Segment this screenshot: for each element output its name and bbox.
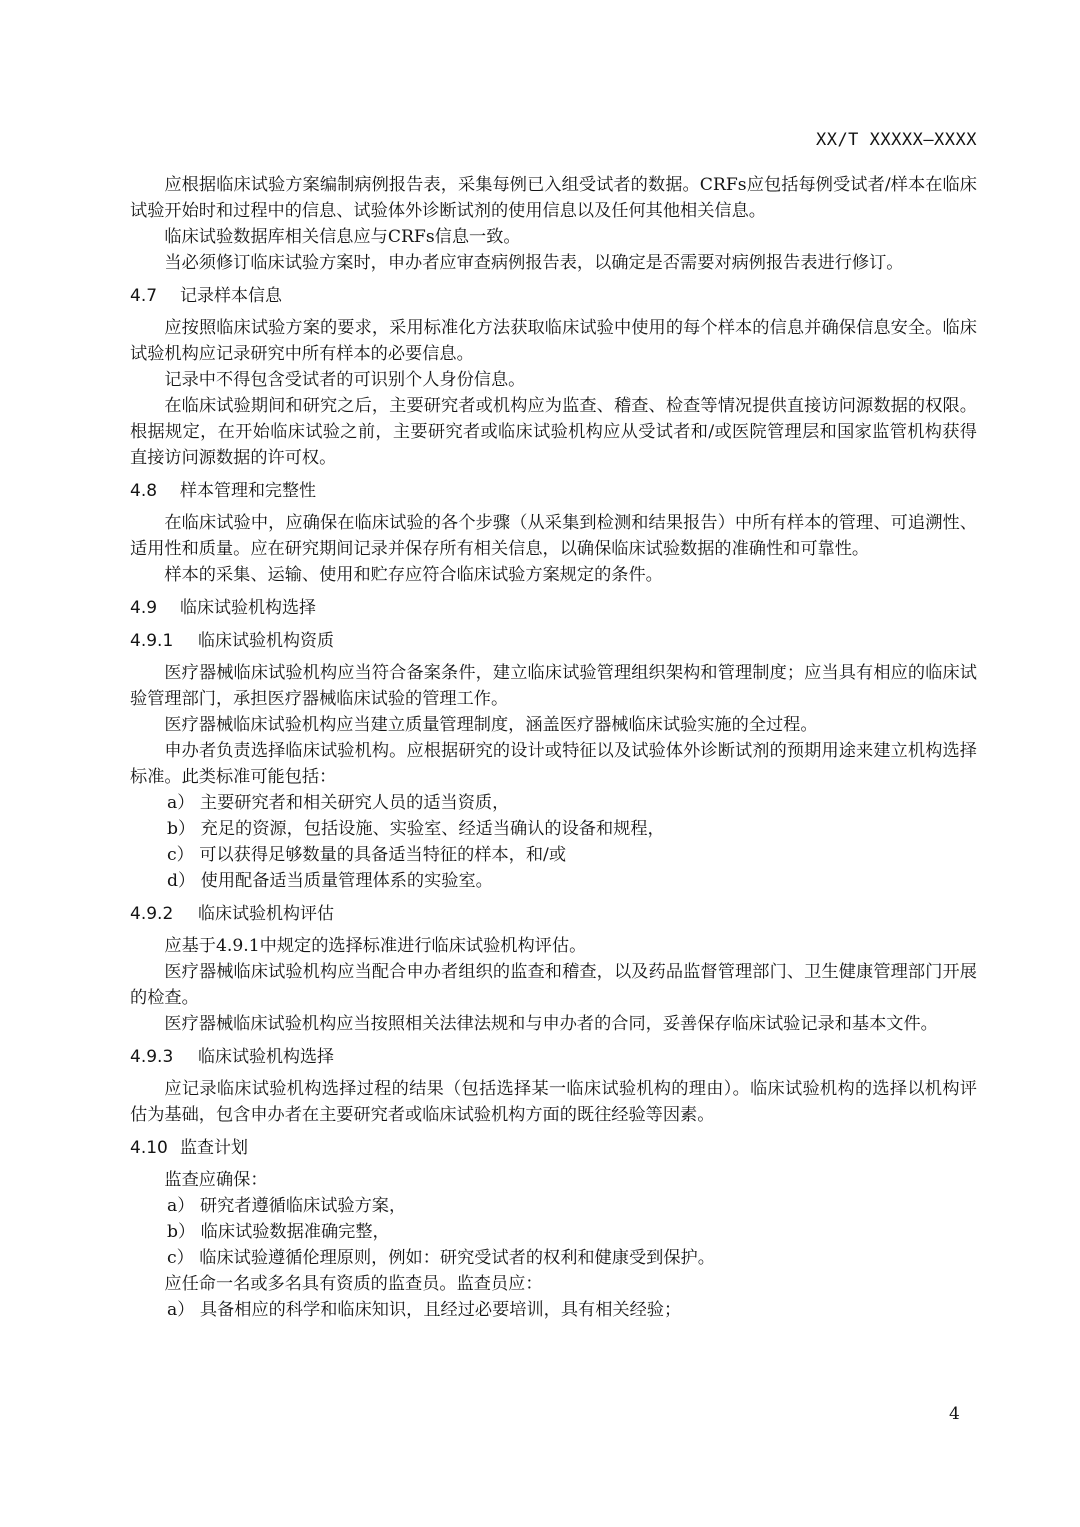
subsection-title: 临床试验机构评估: [198, 904, 334, 924]
section-number: 4.8: [130, 481, 158, 501]
subsection-heading-4-9-1: [130, 628, 977, 654]
section-heading-4-7: [130, 283, 977, 309]
paragraph: 应根据临床试验方案编制病例报告表，采集每例已入组受试者的数据。CRFs应包括每例受试者/样本在临床试验开始时和过程中的信息、试验体外诊断试剂的使用信息以及任何其他相关信息。: [130, 175, 977, 221]
page-number: 4: [949, 1404, 960, 1424]
section-heading-4-8: [130, 478, 977, 504]
subsection-title: 临床试验机构资质: [198, 631, 334, 651]
section-number: 4.10: [130, 1138, 168, 1158]
subsection-heading-4-9-2: [130, 901, 977, 927]
paragraph: 应任命一名或多名具有资质的监查员。监查员应：: [164, 1274, 543, 1294]
list-item: c） 临床试验遵循伦理原则，例如：研究受试者的权利和健康受到保护。: [167, 1248, 715, 1268]
paragraph: 在临床试验期间和研究之后，主要研究者或机构应为监查、稽查、检查等情况提供直接访问源数据的权限。根据规定，在开始临床试验之前，主要研究者或临床试验机构应从受试者和/或医院管理层和国家监管机构获得直接访问源数据的许可权。: [130, 396, 977, 468]
section-title: 样本管理和完整性: [180, 481, 316, 501]
paragraph: 监查应确保：: [164, 1170, 268, 1190]
list-item: c） 可以获得足够数量的具备适当特征的样本，和/或: [167, 845, 567, 865]
paragraph: 医疗器械临床试验机构应当符合备案条件，建立临床试验管理组织架构和管理制度；应当具有相应的临床试验管理部门，承担医疗器械临床试验的管理工作。: [130, 663, 977, 709]
paragraph: 记录中不得包含受试者的可识别个人身份信息。: [164, 370, 526, 390]
paragraph: 在临床试验中，应确保在临床试验的各个步骤（从采集到检测和结果报告）中所有样本的管理、可追溯性、适用性和质量。应在研究期间记录并保存所有相关信息，以确保临床试验数据的准确性和可靠性。: [130, 513, 977, 559]
section-number: 4.7: [130, 286, 158, 306]
paragraph: 样本的采集、运输、使用和贮存应符合临床试验方案规定的条件。: [164, 565, 663, 585]
paragraph: 当必须修订临床试验方案时，申办者应审查病例报告表，以确定是否需要对病例报告表进行修订。: [164, 253, 904, 273]
list-item: d） 使用配备适当质量管理体系的实验室。: [167, 871, 493, 891]
list-item: a） 主要研究者和相关研究人员的适当资质，: [167, 793, 510, 813]
paragraph: 医疗器械临床试验机构应当建立质量管理制度，涵盖医疗器械临床试验实施的全过程。: [164, 715, 818, 735]
paragraph: 医疗器械临床试验机构应当按照相关法律法规和与申办者的合同，妥善保存临床试验记录和基本文件。: [164, 1014, 938, 1034]
paragraph: 应记录临床试验机构选择过程的结果（包括选择某一临床试验机构的理由）。临床试验机构的选择以机构评估为基础，包含申办者在主要研究者或临床试验机构方面的既往经验等因素。: [130, 1079, 977, 1125]
paragraph: 申办者负责选择临床试验机构。应根据研究的设计或特征以及试验体外诊断试剂的预期用途来建立机构选择标准。此类标准可能包括：: [130, 741, 977, 787]
paragraph: 应按照临床试验方案的要求，采用标准化方法获取临床试验中使用的每个样本的信息并确保信息安全。临床试验机构应记录研究中所有样本的必要信息。: [130, 318, 977, 364]
section-heading-4-9: [130, 595, 977, 621]
list-item: b） 临床试验数据准确完整，: [167, 1222, 390, 1242]
section-number: 4.9: [130, 598, 158, 618]
subsection-heading-4-9-3: [130, 1044, 977, 1070]
list-item: a） 研究者遵循临床试验方案，: [167, 1196, 407, 1216]
section-title: 监查计划: [180, 1138, 248, 1158]
subsection-number: 4.9.2: [130, 904, 174, 924]
paragraph: 医疗器械临床试验机构应当配合申办者组织的监查和稽查，以及药品监督管理部门、卫生健康管理部门开展的检查。: [130, 962, 977, 1008]
section-title: 临床试验机构选择: [180, 598, 316, 618]
section-title: 记录样本信息: [180, 286, 282, 306]
subsection-title: 临床试验机构选择: [198, 1047, 334, 1067]
document-body: [130, 172, 977, 1323]
list-item: a） 具备相应的科学和临床知识，且经过必要培训，具有相关经验；: [167, 1300, 682, 1320]
subsection-number: 4.9.3: [130, 1047, 174, 1067]
paragraph: 应基于4.9.1中规定的选择标准进行临床试验机构评估。: [164, 936, 587, 956]
list-item: b） 充足的资源，包括设施、实验室、经适当确认的设备和规程，: [167, 819, 665, 839]
subsection-number: 4.9.1: [130, 631, 174, 651]
paragraph: 临床试验数据库相关信息应与CRFs信息一致。: [164, 227, 521, 247]
standard-code: XX/T XXXXX—XXXX: [815, 130, 977, 150]
section-heading-4-10: [130, 1135, 977, 1161]
